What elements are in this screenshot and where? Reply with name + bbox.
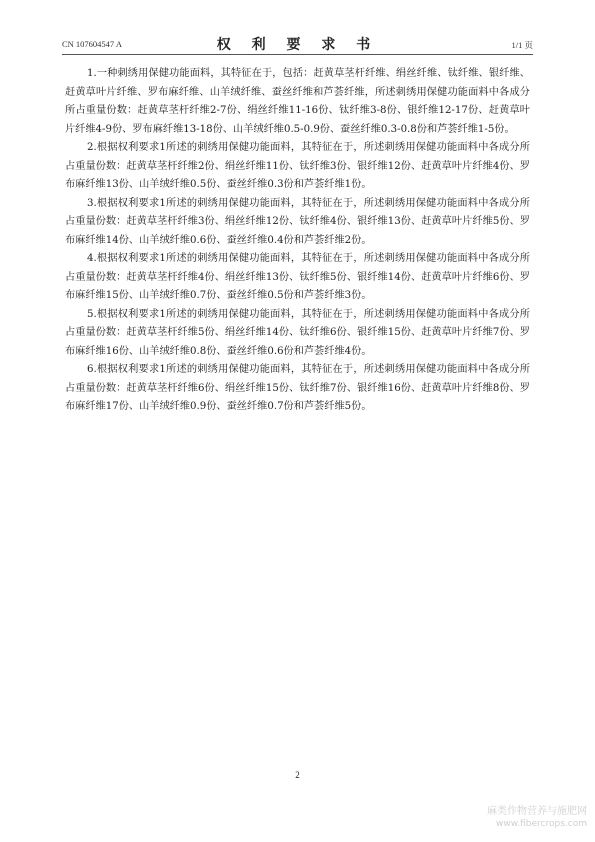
claim-6: 6.根据权利要求1所述的刺绣用保健功能面料，其特征在于，所述刺绣用保健功能面料中各成分所占重量份数：赶黄草茎杆纤维6份、绢丝纤维15份、钛纤维7份、银纤维16份、赶黄草叶片纤维8份、罗布麻纤维17份、山羊绒纤维0.9份、蚕丝纤维0.7份和芦荟纤维5份。 xyxy=(65,364,530,412)
claims-body xyxy=(65,65,530,417)
claim-2: 2.根据权利要求1所述的刺绣用保健功能面料，其特征在于，所述刺绣用保健功能面料中各成分所占重量份数：赶黄草茎杆纤维2份、绢丝纤维11份、钛纤维3份、银纤维12份、赶黄草叶片纤维4份、罗布麻纤维13份、山羊绒纤维0.5份、蚕丝纤维0.3份和芦荟纤维1份。 xyxy=(65,142,530,190)
watermark-url: www.fibercrops.com xyxy=(496,819,587,829)
document-header xyxy=(62,34,533,55)
claim-4: 4.根据权利要求1所述的刺绣用保健功能面料，其特征在于，所述刺绣用保健功能面料中各成分所占重量份数：赶黄草茎杆纤维4份、绢丝纤维13份、钛纤维5份、银纤维14份、赶黄草叶片纤维6份、罗布麻纤维15份、山羊绒纤维0.7份、蚕丝纤维0.5份和芦荟纤维3份。 xyxy=(65,253,530,301)
claim-5: 5.根据权利要求1所述的刺绣用保健功能面料，其特征在于，所述刺绣用保健功能面料中各成分所占重量份数：赶黄草茎杆纤维5份、绢丝纤维14份、钛纤维6份、银纤维15份、赶黄草叶片纤维7份、罗布麻纤维16份、山羊绒纤维0.8份、蚕丝纤维0.6份和芦荟纤维4份。 xyxy=(65,308,530,357)
watermark xyxy=(487,806,587,830)
page-number: 2 xyxy=(295,770,300,780)
claim-1: 1.一种刺绣用保健功能面料，其特征在于，包括：赶黄草茎杆纤维、绢丝纤维、钛纤维、银纤维、赶黄草叶片纤维、罗布麻纤维、山羊绒纤维、蚕丝纤维和芦荟纤维，所述刺绣用保健功能面料中各成分所占重量份数：赶黄草茎杆纤维2-7份、绢丝纤维11-16份、钛纤维3-8份、银纤维12-17份、赶黄草叶片纤维4-9份、罗布麻纤维13-18份、山羊绒纤维0.5-0.9份、蚕丝纤维0.3-0.8份和芦荟纤维1-5份。 xyxy=(65,68,530,135)
claim-3: 3.根据权利要求1所述的刺绣用保健功能面料，其特征在于，所述刺绣用保健功能面料中各成分所占重量份数：赶黄草茎杆纤维3份、绢丝纤维12份、钛纤维4份、银纤维13份、赶黄草叶片纤维5份、罗布麻纤维14份、山羊绒纤维0.6份、蚕丝纤维0.4份和芦荟纤维2份。 xyxy=(65,197,530,246)
publication-number: CN 107604547 A xyxy=(62,39,122,49)
page-title: 权 利 要 求 书 xyxy=(216,37,379,53)
watermark-site-name: 麻类作物营养与施肥网 xyxy=(487,806,587,817)
page-counter: 1/1 页 xyxy=(511,40,533,50)
